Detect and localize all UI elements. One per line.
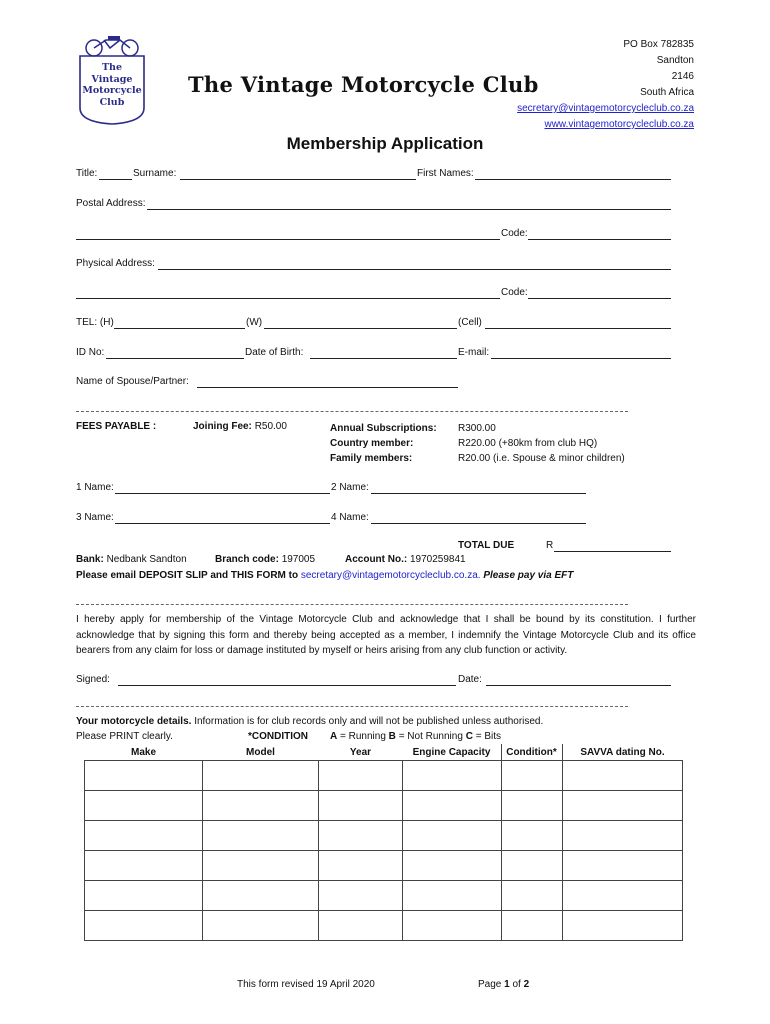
legend-text: = Bits — [475, 731, 501, 742]
column-header-year: Year — [319, 744, 403, 761]
table-cell[interactable] — [403, 791, 502, 821]
physical-address-field-2[interactable] — [76, 298, 500, 299]
page-title: Membership Application — [286, 134, 484, 153]
table-row — [85, 821, 683, 851]
payment-instruction — [76, 570, 573, 581]
column-header-condition: Condition* — [501, 744, 562, 761]
first-names-field[interactable] — [475, 179, 671, 180]
account-details — [345, 554, 466, 565]
condition-label: *CONDITION — [248, 731, 308, 742]
physical-code-label: Code: — [501, 287, 528, 298]
table-cell[interactable] — [319, 791, 403, 821]
table-cell[interactable] — [85, 821, 203, 851]
address-block — [517, 37, 694, 133]
total-currency: R — [546, 540, 554, 551]
instruction-text: Please email DEPOSIT SLIP and THIS FORM to — [76, 570, 299, 581]
name-2-label: 2 Name: — [331, 482, 369, 493]
table-row — [85, 911, 683, 941]
table-cell[interactable] — [562, 791, 683, 821]
physical-address-field[interactable] — [158, 269, 671, 270]
table-cell[interactable] — [562, 851, 683, 881]
annual-label: Annual Subscriptions: — [330, 423, 437, 434]
table-cell[interactable] — [319, 881, 403, 911]
dob-label: Date of Birth: — [245, 347, 304, 358]
table-cell[interactable] — [85, 761, 203, 791]
divider — [76, 706, 628, 707]
id-no-label: ID No: — [76, 347, 105, 358]
joining-fee-value: R50.00 — [254, 421, 287, 432]
logo-line: Motorcycle — [82, 85, 142, 96]
family-label: Family members: — [330, 453, 413, 464]
table-row — [85, 791, 683, 821]
title-label: Title: — [76, 168, 98, 179]
address-line: South Africa — [640, 87, 694, 98]
table-cell[interactable] — [501, 791, 562, 821]
table-cell[interactable] — [85, 791, 203, 821]
print-note: Please PRINT clearly. — [76, 731, 173, 742]
table-cell[interactable] — [203, 761, 319, 791]
spouse-label: Name of Spouse/Partner: — [76, 376, 189, 387]
dob-field[interactable] — [310, 358, 457, 359]
table-cell[interactable] — [319, 851, 403, 881]
first-names-label: First Names: — [417, 168, 474, 179]
table-cell[interactable] — [203, 881, 319, 911]
table-cell[interactable] — [403, 851, 502, 881]
postal-address-label: Postal Address: — [76, 198, 146, 209]
postal-code-field[interactable] — [528, 239, 671, 240]
id-no-field[interactable] — [106, 358, 244, 359]
branch-label: Branch code: — [215, 554, 279, 565]
logo-line: Club — [99, 96, 125, 108]
table-cell[interactable] — [562, 761, 683, 791]
club-logo — [76, 34, 148, 126]
page-total: 2 — [523, 979, 530, 990]
signature-field[interactable] — [118, 685, 456, 686]
table-cell[interactable] — [319, 911, 403, 941]
revision-note: This form revised 19 April 2020 — [237, 979, 375, 990]
legend-key: A — [330, 731, 338, 742]
club-name: The Vintage Motorcycle Club — [188, 72, 539, 97]
postal-address-field[interactable] — [147, 209, 671, 210]
condition-legend — [330, 731, 501, 742]
family-value: R20.00 (i.e. Spouse & minor children) — [458, 453, 625, 464]
legend-text: = Running — [340, 731, 386, 742]
motorcycle-info: Information is for club records only and will not be published unless authorised. — [194, 716, 544, 727]
legend-key: C — [465, 731, 473, 742]
name-3-field[interactable] — [115, 523, 330, 524]
cell-field[interactable] — [485, 328, 671, 329]
address-line: PO Box 782835 — [623, 39, 694, 50]
email-label: E-mail: — [458, 347, 490, 358]
date-field[interactable] — [486, 685, 671, 686]
table-row — [85, 851, 683, 881]
table-cell[interactable] — [562, 911, 683, 941]
column-header-engine: Engine Capacity — [403, 744, 502, 761]
total-due-field[interactable] — [554, 551, 671, 552]
table-cell[interactable] — [562, 881, 683, 911]
table-cell[interactable] — [403, 821, 502, 851]
table-cell[interactable] — [203, 911, 319, 941]
legend-key: B — [388, 731, 396, 742]
table-cell[interactable] — [203, 791, 319, 821]
motorcycle-table — [84, 744, 683, 941]
name-2-field[interactable] — [371, 493, 586, 494]
tel-work-label: (W) — [246, 317, 263, 328]
postal-code-label: Code: — [501, 228, 528, 239]
table-row — [85, 761, 683, 791]
bank-label: Bank: — [76, 554, 104, 565]
bank-value: Nedbank Sandton — [106, 554, 187, 565]
header-email-link[interactable]: secretary@vintagemotorcycleclub.co.za — [517, 103, 694, 114]
signed-label: Signed: — [76, 674, 110, 685]
fees-label: FEES PAYABLE : — [76, 421, 157, 432]
address-line: 2146 — [671, 71, 694, 82]
table-cell[interactable] — [501, 911, 562, 941]
table-header-row — [85, 744, 683, 761]
table-cell[interactable] — [203, 821, 319, 851]
name-3-label: 3 Name: — [76, 512, 114, 523]
motorcycle-heading-title: Your motorcycle details. — [76, 716, 192, 727]
table-cell[interactable] — [403, 881, 502, 911]
physical-address-label: Physical Address: — [76, 258, 155, 269]
surname-label: Surname: — [133, 168, 177, 179]
column-header-model: Model — [203, 744, 319, 761]
legend-text: = Not Running — [398, 731, 463, 742]
table-cell[interactable] — [562, 821, 683, 851]
country-value: R220.00 (+80km from club HQ) — [458, 438, 598, 449]
logo-line: Vintage — [91, 73, 133, 85]
name-1-field[interactable] — [115, 493, 330, 494]
surname-field[interactable] — [180, 179, 416, 180]
column-header-make: Make — [85, 744, 203, 761]
name-4-label: 4 Name: — [331, 512, 369, 523]
title-field[interactable] — [99, 179, 132, 180]
table-cell[interactable] — [85, 851, 203, 881]
postal-address-field-2[interactable] — [76, 239, 500, 240]
page-prefix: Page — [478, 979, 502, 990]
table-cell[interactable] — [501, 881, 562, 911]
motorcycle-heading — [76, 716, 543, 727]
table-cell[interactable] — [319, 821, 403, 851]
table-cell[interactable] — [403, 911, 502, 941]
table-row — [85, 881, 683, 911]
page-number — [478, 979, 529, 990]
total-due-label: TOTAL DUE — [458, 540, 515, 551]
spouse-field[interactable] — [197, 387, 458, 388]
logo-line: The — [101, 62, 123, 73]
bank-details — [76, 554, 187, 565]
table-cell[interactable] — [501, 851, 562, 881]
table-cell[interactable] — [319, 761, 403, 791]
joining-fee — [193, 421, 287, 432]
table-cell[interactable] — [85, 911, 203, 941]
table-cell[interactable] — [501, 761, 562, 791]
payment-email-link[interactable]: secretary@vintagemotorcycleclub.co.za. — [300, 570, 481, 581]
address-line: Sandton — [656, 55, 694, 66]
fee-labels — [330, 421, 437, 466]
joining-fee-label: Joining Fee: — [193, 421, 252, 432]
page-current: 1 — [504, 979, 510, 990]
table-cell[interactable] — [85, 881, 203, 911]
account-value: 1970259841 — [410, 554, 466, 565]
tel-work-field[interactable] — [264, 328, 457, 329]
fee-values — [458, 421, 625, 466]
branch-value: 197005 — [281, 554, 316, 565]
branch-details — [215, 554, 315, 565]
declaration-text: I hereby apply for membership of the Vintage Motorcycle Club and acknowledge that I shall be bound by its constitution. I further acknowledge that by signing this form and thereby being accepted as a member, I indemnify the Vintage Motorcycle Club and its office bearers from any claim for loss or damage instituted by myself or heirs arising from any club function or activity. — [76, 614, 696, 656]
page-of: of — [512, 979, 521, 990]
annual-value: R300.00 — [458, 423, 496, 434]
table-cell[interactable] — [203, 851, 319, 881]
cell-label: (Cell) — [458, 317, 482, 328]
tel-home-label: TEL: (H) — [76, 317, 114, 328]
tel-home-field[interactable] — [114, 328, 245, 329]
name-4-field[interactable] — [371, 523, 586, 524]
name-1-label: 1 Name: — [76, 482, 114, 493]
account-label: Account No.: — [345, 554, 408, 565]
divider — [76, 411, 628, 412]
divider — [76, 604, 628, 605]
table-cell[interactable] — [501, 821, 562, 851]
physical-code-field[interactable] — [528, 298, 671, 299]
email-field[interactable] — [491, 358, 671, 359]
table-cell[interactable] — [403, 761, 502, 791]
date-label: Date: — [458, 674, 482, 685]
column-header-savva: SAVVA dating No. — [562, 744, 683, 761]
website-link[interactable]: www.vintagemotorcycleclub.co.za — [544, 119, 694, 130]
eft-note: Please pay via EFT — [483, 570, 574, 581]
country-label: Country member: — [330, 438, 414, 449]
